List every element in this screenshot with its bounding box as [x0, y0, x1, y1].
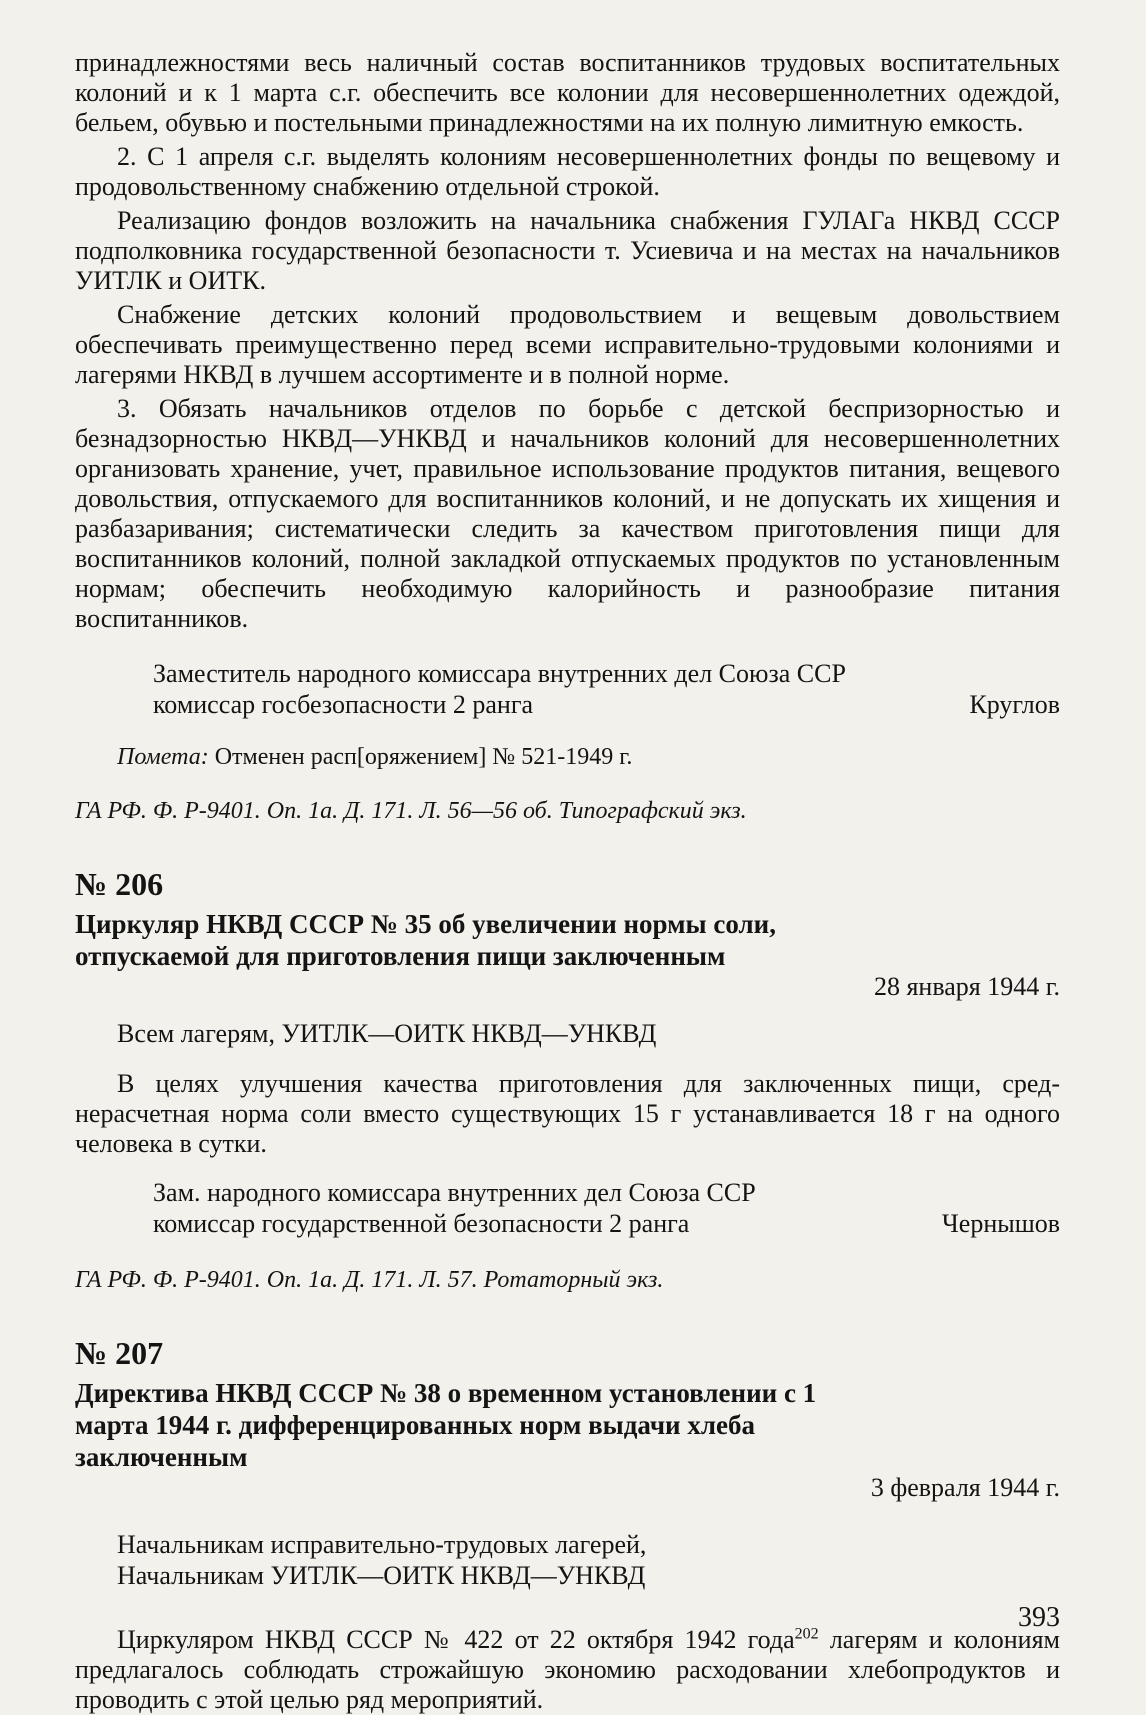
document-207 [75, 1335, 1060, 1715]
paragraph: Реализацию фондов возложить на начальника снабжения ГУЛАГа НКВД СССР подполковника государственной безопасности т. Усиевича и на местах на начальников УИТЛК и ОИТК. [75, 206, 1060, 295]
signature-name: Чернышов [941, 1209, 1060, 1238]
document-title: Циркуляр НКВД СССР № 35 об увеличении нормы соли, отпускаемой для приготовления пищи заключенным [75, 909, 776, 971]
signature-name: Круглов [969, 690, 1060, 719]
signature-position: Зам. народного комиссара внутренних дел Союза ССР [153, 1178, 756, 1207]
paragraph: 3. Обязать начальников отделов по борьбе с детской беспризорностью и безнадзорностью НКВД—УНКВД и начальников колоний для несовершеннолетних организовать хранение, учет, правильное использование продуктов питания, вещевого довольствия, отпускаемого для воспитанников колоний, и не допускать их хищения и разбазаривания; систематически следить за качеством приготовления пищи для воспитанников колоний, полной закладкой отпускаемых продуктов по установленным нормам; обеспечить необходимую калорийность и разнообразие питания воспитанников. [75, 394, 1060, 633]
archive-reference: ГА РФ. Ф. Р-9401. Оп. 1а. Д. 171. Л. 57. Ротаторный экз. [75, 1267, 664, 1293]
paragraph: Снабжение детских колоний продовольствием и вещевым довольствием обеспечивать преимущественно перед всеми исправительно-трудовыми колониями и лагерями НКВД в лучшем ассортименте и в полной норме. [75, 300, 1060, 389]
archive-reference: ГА РФ. Ф. Р-9401. Оп. 1а. Д. 171. Л. 56—56 об. Типографский экз. [75, 798, 747, 824]
paragraph: принадлежностями весь наличный состав воспитанников трудовых воспитательных колоний и к 1 марта с.г. обеспечить все колонии для несовершеннолетних одеждой, бельем, обувью и постельными принадлежностями на их полную лимитную емкость. [75, 48, 1060, 137]
document-title: Директива НКВД СССР № 38 о временном установлении с 1 марта 1944 г. дифференцированных норм выдачи хлеба заключенным [75, 1378, 817, 1472]
address-line: Начальникам УИТЛК—ОИТК НКВД—УНКВД [117, 1561, 646, 1590]
document-date: 3 февраля 1944 г. [870, 1473, 1060, 1502]
document-number: № 207 [75, 1335, 164, 1371]
document-206 [75, 866, 1060, 1295]
mark-text: Отменен расп[оряжением] № 521-1949 г. [214, 744, 633, 770]
document-address: Всем лагерям, УИТЛК—ОИТК НКВД—УНКВД [117, 1019, 657, 1048]
paragraph-text: лагерям и колониям предлагалось соблюдать строжайшую экономию расходовании хлебопродуктов и проводить с этой целью ряд мероприятий. [75, 1625, 1060, 1714]
address-line: Начальникам исправительно-трудовых лагерей, [117, 1530, 647, 1559]
paragraph: В целях улучшения качества приготовления для заключенных пищи, среднерасчетная норма соли вместо существующих 15 г устанавливается 18 г на одного человека в сутки. [75, 1069, 1060, 1158]
page-number: 393 [1018, 1602, 1060, 1633]
paragraph [75, 1625, 1060, 1715]
footnote-reference: 202 [794, 1625, 819, 1643]
document-number: № 206 [75, 866, 164, 902]
signature-position: Заместитель народного комиссара внутренних дел Союза ССР [153, 659, 846, 688]
signature-rank: комиссар государственной безопасности 2 ранга [153, 1209, 690, 1238]
annotation-mark [117, 742, 1060, 772]
signature-block [153, 1177, 1060, 1239]
document-date: 28 января 1944 г. [873, 972, 1060, 1001]
paragraph: 2. С 1 апреля с.г. выделять колониям несовершеннолетних фонды по вещевому и продовольственному снабжению отдельной строкой. [75, 142, 1060, 201]
document-page [75, 48, 1060, 1715]
signature-block [153, 658, 1060, 720]
previous-document-end [75, 48, 1060, 826]
document-address [117, 1529, 1060, 1591]
paragraph-text: Циркуляром НКВД СССР № 422 от 22 октября 1942 года [117, 1625, 795, 1654]
signature-rank: комиссар госбезопасности 2 ранга [153, 690, 534, 719]
mark-label: Помета: [117, 744, 209, 770]
